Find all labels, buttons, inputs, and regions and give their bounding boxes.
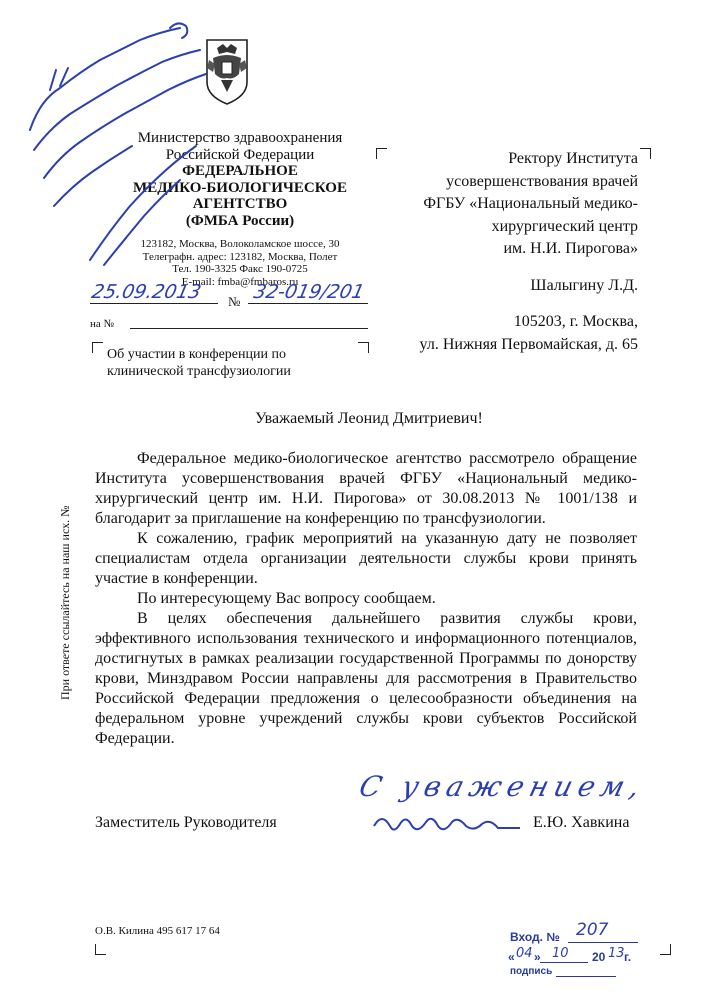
page-corner-bl — [95, 944, 106, 955]
stamp-sign-label: подпись — [510, 966, 553, 977]
recipient-name: Шалыгину Л.Д. — [530, 276, 638, 294]
recipient-line2: усовершенствования врачей — [446, 172, 638, 190]
outgoing-date-handwritten: 25.09.2013 — [89, 281, 204, 303]
salutation: Уважаемый Леонид Дмитриевич! — [255, 410, 483, 427]
incoming-stamp: Вход. № 207 « 04 » 10 20 13 г. подпись — [510, 926, 650, 976]
recipient-line3: ФГБУ «Национальный медико- — [423, 195, 638, 212]
subject-corner-tr — [358, 342, 369, 353]
executor-contact: О.В. Килина 495 617 17 64 — [95, 925, 220, 937]
recipient-corner-tl — [376, 148, 387, 159]
agency-line1: ФЕДЕРАЛЬНОЕ — [182, 163, 298, 179]
stamp-label: Вход. № — [510, 930, 560, 944]
subject — [107, 346, 357, 380]
address-line1: 123182, Москва, Волоколамское шоссе, 30 — [140, 238, 340, 250]
recipient-line1: Ректору Института — [508, 150, 638, 167]
address-line3: Тел. 190-3325 Факс 190-0725 — [172, 263, 308, 275]
na-number-field — [130, 316, 368, 329]
outgoing-number-handwritten: 32-019/201 — [251, 281, 367, 303]
reply-reference-note: При ответе ссылайтесь на наш исх. № — [58, 505, 72, 700]
letter-body — [95, 449, 637, 749]
ministry-line1: Министерство здравоохранения — [137, 130, 343, 146]
coat-of-arms-icon — [193, 34, 261, 106]
na-number-label: на № — [90, 318, 115, 330]
paragraph-4: В целях обеспечения дальнейшего развития службы крови, эффективного использования технического и информационного потенциалов, достигнутых в рамках реализации государственной Программы по донорству крови, Минздравом России направлены для рассмотрения в Правительство Российской Федерации предложения о целесообразности объединения на федеральном уровне учреждений службы крови субъектов Российской Федерации. — [95, 610, 637, 747]
stamp-number: 207 — [576, 920, 609, 940]
number-sign: № — [228, 294, 241, 309]
paragraph-3: По интересующему Вас вопросу сообщаем. — [137, 590, 436, 607]
address-line2: Телеграфн. адрес: 123182, Москва, Полет — [142, 250, 338, 263]
subject-line1: Об участии в конференции по — [107, 347, 286, 362]
recipient-address2: ул. Нижняя Первомайская, д. 65 — [419, 335, 638, 353]
agency-line2: МЕДИКО-БИОЛОГИЧЕСКОЕ — [133, 179, 347, 196]
signatory-name: Е.Ю. Хавкина — [533, 814, 630, 831]
signature-scribble — [370, 808, 530, 838]
stamp-day: 04 — [516, 946, 533, 961]
paragraph-1: Федеральное медико-биологическое агентство рассмотрело обращение Института усовершенствования врачей ФГБУ «Национальный медико-хирургический центр им. Н.И. Пирогова» от 30.08.2013 № 1001/138 и благодарит за приглашение на конференцию по трансфузиологии. — [95, 450, 637, 527]
recipient-line4: хирургический центр — [491, 217, 638, 235]
address-line4: E-mail: fmba@fmbaros.ru — [181, 275, 299, 288]
agency-line3: АГЕНТСТВО — [192, 196, 288, 212]
handwritten-greeting: С уважением, — [355, 770, 650, 803]
stamp-year-suffix: 13 — [608, 946, 625, 961]
subject-line2: клинической трансфузиологии — [107, 364, 291, 379]
ministry-line2: Российской Федерации — [165, 146, 315, 163]
stamp-month: 10 — [552, 946, 569, 961]
subject-corner-tl — [92, 342, 103, 353]
recipient-address1: 105203, г. Москва, — [513, 313, 638, 330]
paragraph-2: К сожалению, график мероприятий на указанную дату не позволяет специалистам отдела организации деятельности службы крови принять участие в конференции. — [95, 530, 637, 587]
stamp-year-prefix: 20 — [592, 950, 606, 964]
recipient-corner-tr — [640, 148, 651, 159]
recipient-block — [400, 148, 638, 356]
signatory-position: Заместитель Руководителя — [95, 814, 277, 831]
agency-header — [112, 130, 368, 229]
recipient-line5: им. Н.И. Пирогова» — [503, 240, 638, 257]
page-corner-br — [660, 944, 671, 955]
stamp-year-unit: г. — [624, 950, 632, 964]
agency-line4: (ФМБА России) — [185, 212, 295, 229]
